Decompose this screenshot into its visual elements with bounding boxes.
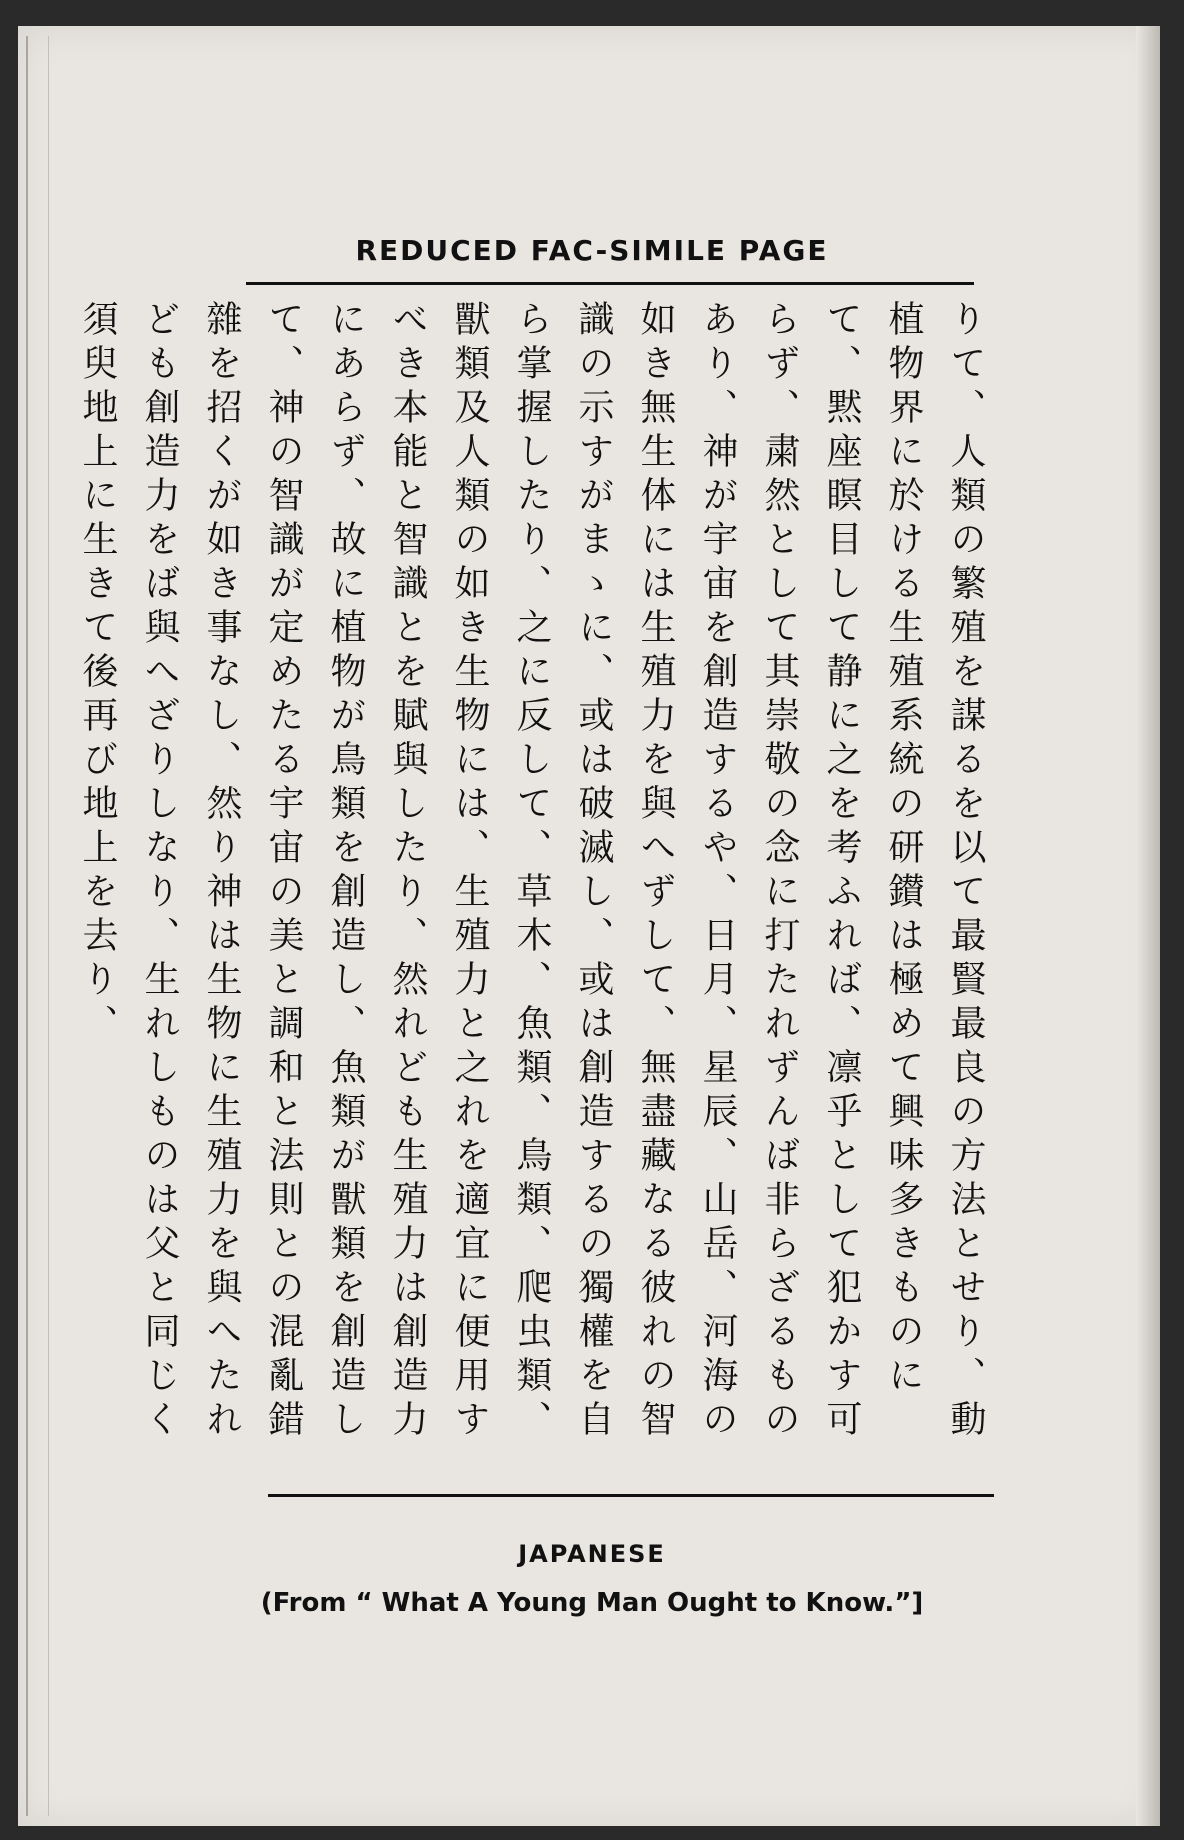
source-note: (From “ What A Young Man Ought to Know.”] <box>260 1588 924 1618</box>
top-rule <box>246 282 974 285</box>
language-label: JAPANESE <box>518 1540 666 1568</box>
japanese-body-text: りて、人類の繁殖を謀るを以て最賢最良の方法とせり、動植物界に於ける生殖系統の研鑚は極めて興味多きものにて、黙座瞑目して静に之を考ふれば、凛乎として犯かす可らず、粛然として其崇敬の念に打たれずんば非らざるものあり、神が宇宙を創造するや、日月、星辰、山岳、河海の如き無生体には生殖力を與へずして、無盡藏なる彼れの智識の示すがまゝに、或は破滅し、或は創造するの獨權を自ら掌握したり、之に反して、草木、魚類、鳥類、爬虫類、獸類及人類の如き生物には、生殖力と之れを適宜に便用すべき本能と智識とを賦與したり、然れども生殖力は創造力にあらず、故に植物が鳥類を創造し、魚類が獸類を創造して、神の智識が定めたる宇宙の美と調和と法則との混亂錯雜を招くが如き事なし、然り神は生物に生殖力を與へたれども創造力をば與へざりしなり、生れしものは父と同じく須臾地上に生きて後再び地上を去り、 <box>77 300 986 1444</box>
bottom-rule <box>268 1494 994 1497</box>
page-heading: REDUCED FAC-SIMILE PAGE <box>355 234 829 267</box>
